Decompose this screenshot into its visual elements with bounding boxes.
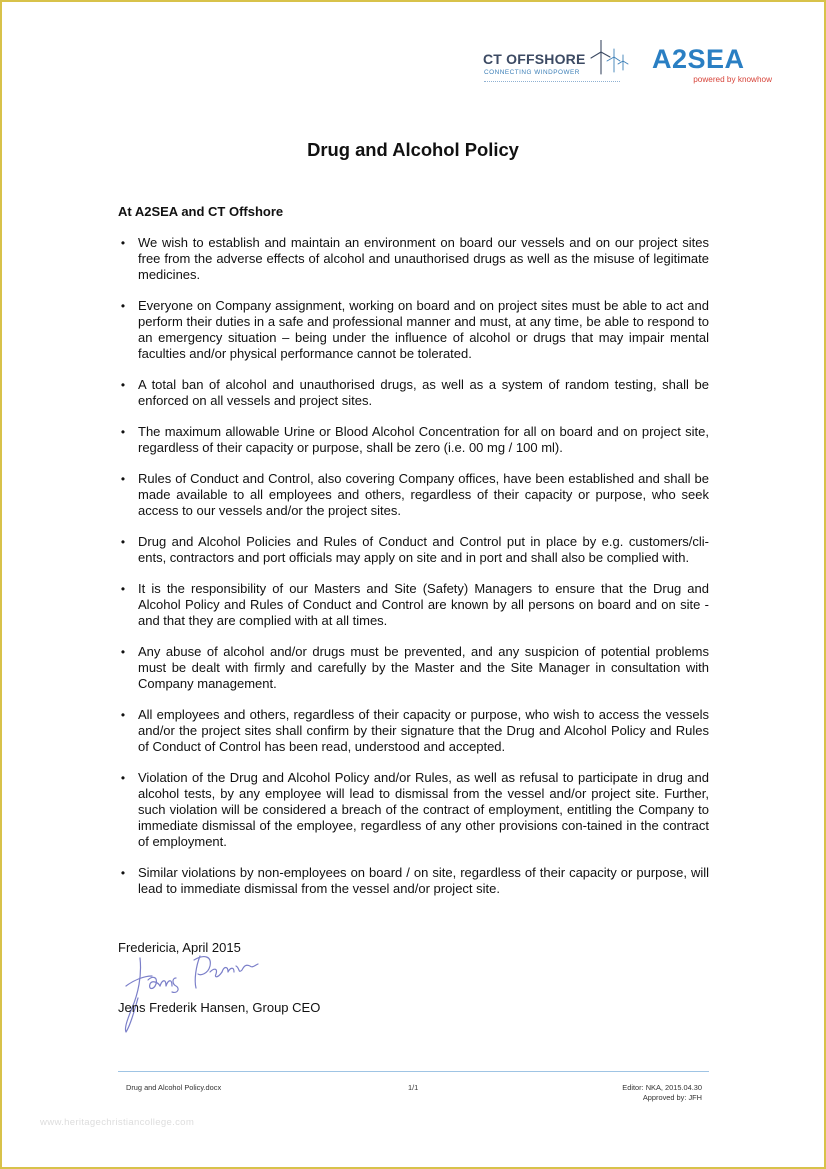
bullet-icon: • (120, 425, 126, 439)
policy-bullet (120, 298, 709, 362)
policy-bullet-text: Any abuse of alcohol and/or drugs must be prevented, and any suspicion of potential problems must be dealt with firmly and carefully by the Master and the Site Manager in consultation with Company management. (138, 644, 709, 691)
a2sea-logo-tagline: powered by knowhow (693, 75, 772, 84)
bullet-icon: • (120, 236, 126, 250)
wind-turbine-icon (590, 40, 630, 78)
footer-file-name: Drug and Alcohol Policy.docx (126, 1083, 222, 1092)
ct-logo-name: CT OFFSHORE (483, 51, 586, 67)
ct-logo-underline (484, 81, 620, 82)
policy-bullet-text: Similar violations by non-employees on board / on site, regardless of their capacity or purpose, will lead to immediate dismissal from the vessel and/or project site. (138, 865, 709, 896)
bullet-icon: • (120, 771, 126, 785)
handwritten-signature (118, 946, 268, 1036)
policy-bullet-text: Drug and Alcohol Policies and Rules of Conduct and Control put in place by e.g. customers/cli-ents, contractors and port officials may apply on site and in port and shall also be complied with. (138, 534, 709, 565)
policy-bullet (120, 235, 709, 283)
bullet-icon: • (120, 582, 126, 596)
policy-bullet (120, 424, 709, 456)
policy-bullet-text: Violation of the Drug and Alcohol Policy and/or Rules, as well as refusal to participate in drug and alcohol tests, by any employee will lead to dismissal from the vessel and/or project site. Further, such violation will be considered a breach of the contract of employment, entitling the Company to immediate dismissal of the employee, regardless of any other provisions con-tained in the contract of employment. (138, 770, 709, 849)
policy-bullet-text: Everyone on Company assignment, working on board and on project sites must be able to act and perform their duties in a safe and professional manner and must, at any time, be able to respond to an emergency situation – being under the influence of alcohol or drugs that may impair mental faculties and/or physical performance cannot be tolerated. (138, 298, 709, 361)
bullet-icon: • (120, 645, 126, 659)
section-heading: At A2SEA and CT Offshore (118, 204, 284, 219)
policy-bullet (120, 471, 709, 519)
a2sea-logo (651, 44, 776, 88)
bullet-icon: • (120, 299, 126, 313)
bullet-icon: • (120, 378, 126, 392)
policy-bullet-text: A total ban of alcohol and unauthorised drugs, as well as a system of random testing, shall be enforced on all vessels and project sites. (138, 377, 709, 408)
policy-bullet (120, 707, 709, 755)
place-date: Fredericia, April 2015 (118, 940, 241, 955)
policy-bullet (120, 865, 709, 897)
bullet-icon: • (120, 708, 126, 722)
policy-bullet (120, 770, 709, 850)
policy-bullet-list (120, 235, 709, 912)
bullet-icon: • (120, 472, 126, 486)
a2sea-logo-name: A2SEA (652, 44, 745, 74)
bullet-icon: • (120, 535, 126, 549)
policy-bullet (120, 534, 709, 566)
signatory-name: Jens Frederik Hansen, Group CEO (118, 1000, 321, 1015)
footer-editor: Editor: NKA, 2015.04.30 (622, 1083, 702, 1092)
ct-logo-tagline: CONNECTING WINDPOWER (484, 69, 580, 76)
policy-bullet-text: We wish to establish and maintain an environment on board our vessels and on our project sites free from the adverse effects of alcohol and unauthorised drugs as well as the misuse of legitimate medicines. (138, 235, 709, 282)
policy-bullet (120, 377, 709, 409)
policy-bullet (120, 644, 709, 692)
footer-page-number: 1/1 (408, 1083, 419, 1092)
policy-bullet-text: All employees and others, regardless of their capacity or purpose, who wish to access the vessels and/or the project sites shall confirm by their signature that the Drug and Alcohol Policy and Rules of Conduct of Control has been read, understood and accepted. (138, 707, 709, 754)
policy-bullet-text: It is the responsibility of our Masters and Site (Safety) Managers to ensure that the Drug and Alcohol Policy and Rules of Conduct and Control are known by all persons on board and on site - and that they are complied with at all times. (138, 581, 709, 628)
footer-approved-by: Approved by: JFH (642, 1093, 702, 1102)
policy-bullet-text: Rules of Conduct and Control, also covering Company offices, have been established and shall be made available to all employees and others, regardless of their capacity or purpose, who seek access to our vessels and/or the project sites. (138, 471, 709, 518)
policy-bullet-text: The maximum allowable Urine or Blood Alcohol Concentration for all on board and on project site, regardless of their capacity or purpose, shall be zero (i.e. 00 mg / 100 ml). (138, 424, 709, 455)
policy-bullet (120, 581, 709, 629)
watermark: www.heritagechristiancollege.com (40, 1117, 195, 1128)
ct-offshore-logo (483, 40, 633, 84)
bullet-icon: • (120, 866, 126, 880)
document-title: Drug and Alcohol Policy (307, 139, 519, 160)
footer-divider (118, 1071, 709, 1072)
